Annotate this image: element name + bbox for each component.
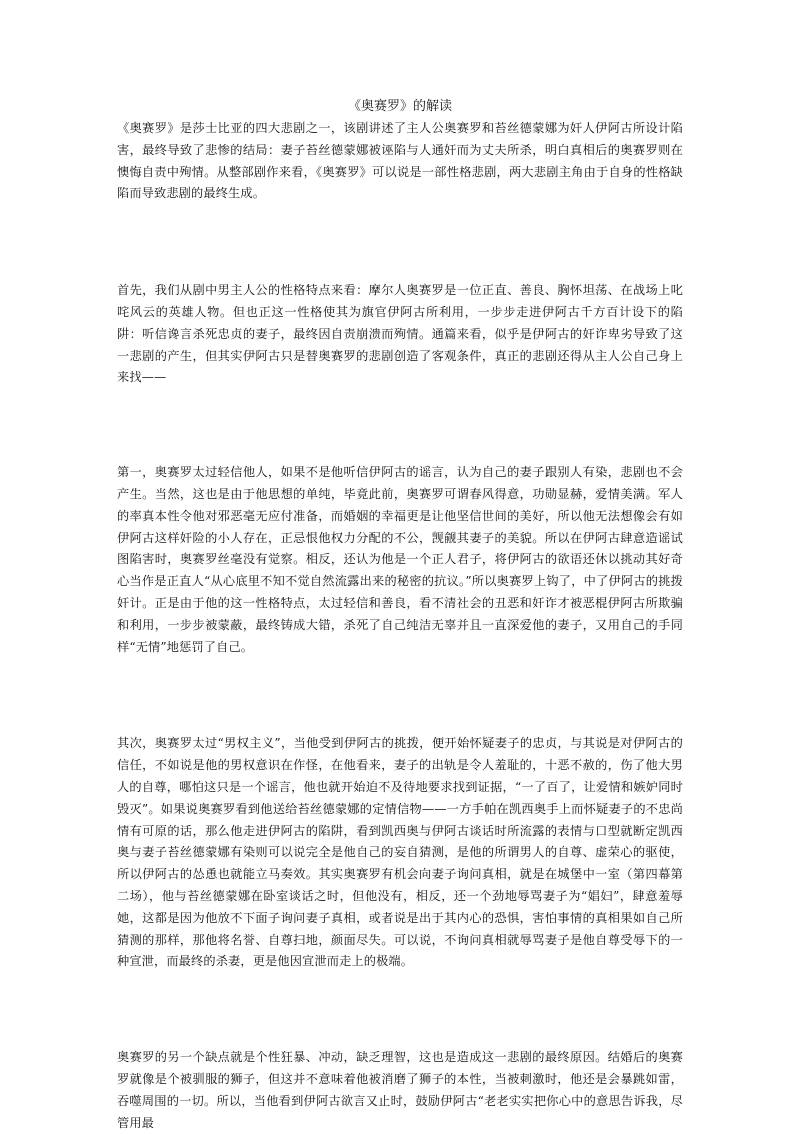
paragraph-third-flaw: 奥赛罗的另一个缺点就是个性狂暴、冲动，缺乏理智，这也是造成这一悲剧的最终原因。结婚后的奥赛罗就像是个被驯服的狮子，但这并不意味着他被消磨了狮子的本性，当被刺激时，他还是会暴跳如雷，吞噬周围的一切。所以，当他看到伊阿古欲言又止时，鼓励伊阿古“老老实实把你心中的意思告诉我，尽管用最 [117,1050,683,1130]
paragraph-spacer [117,658,683,733]
paragraph-first-flaw: 第一，奥赛罗太过轻信他人，如果不是他听信伊阿古的谣言，认为自己的妻子跟别人有染，悲剧也不会产生。当然，这也是由于他思想的单纯，毕竟此前，奥赛罗可谓春风得意，功勋显赫，爱情美满。军人的率真本性令他对邪恶毫无应付准备，而婚姻的幸福更是让他坚信世间的美好，所以他无法想像会有如伊阿古这样奸险的小人存在，正忌恨他权力分配的不公，觊觎其妻子的美貌。所以在伊阿古肆意造谣试图陷害时，奥赛罗丝毫没有觉察。相反，还认为他是一个正人君子，将伊阿古的欲语还休以挑动其好奇心当作是正直人“从心底里不知不觉自然流露出来的秘密的抗议。”所以奥赛罗上钩了，中了伊阿古的挑拨奸计。正是由于他的这一性格特点，太过轻信和善良，看不清社会的丑恶和奸诈才被恶棍伊阿古所欺骗和利用，一步步被蒙蔽，最终铸成大错，杀死了自己纯洁无辜并且一直深爱他的妻子，又用自己的手同样“无情”地惩罚了自己。 [117,465,683,654]
paragraph-second-flaw: 其次，奥赛罗太过“男权主义”，当他受到伊阿古的挑拨，便开始怀疑妻子的忠贞，与其说是对伊阿古的信任，不如说是他的男权意识在作怪，在他看来，妻子的出轨是令人羞耻的，十恶不赦的，伤了他大男人的自尊，哪怕这只是一个谣言，他也就开始迫不及待地要求找到证据，“一了百了，让爱情和嫉妒同时毁灭”。如果说奥赛罗看到他送给苔丝德蒙娜的定情信物——一方手帕在凯西奥手上而怀疑妻子的不忠尚情有可原的话，那么他走进伊阿古的陷阱，看到凯西奥与伊阿古谈话时所流露的表情与口型就断定凯西奥与妻子苔丝德蒙娜有染则可以说完全是他自己的妄自猜测，是他的所谓男人的自尊、虚荣心的驱使，所以伊阿古的怂恿也就能立马奏效。其实奥赛罗有机会向妻子询问真相，就是在城堡中一室（第四幕第二场），他与苔丝德蒙娜在卧室谈话之时，但他没有，相反，还一个劲地辱骂妻子为“娼妇”，肆意羞辱她，这都是因为他放不下面子询问妻子真相，或者说是出于其内心的恐惧，害怕事情的真相果如自己所猜测的那样，那他将名誉、自尊扫地，颜面尽失。可以说，不询问真相就辱骂妻子是他自尊受辱下的一种宣泄，而最终的杀妻，更是他因宣泄而走上的极端。 [117,736,683,969]
paragraph-spacer [117,389,683,462]
document-title: 《奥赛罗》的解读 [347,99,452,114]
document-page [117,96,683,1134]
paragraph-spacer [117,205,683,280]
paragraph-spacer [117,973,683,1047]
paragraph-intro: 《奥赛罗》是莎士比亚的四大悲剧之一，该剧讲述了主人公奥赛罗和苔丝德蒙娜为奸人伊阿古所设计陷害，最终导致了悲惨的结局：妻子苔丝德蒙娜被诬陷与人通奸而为丈夫所杀，明白真相后的奥赛罗则在懊悔自责中殉情。从整部剧作来看，《奥赛罗》可以说是一部性格悲剧，两大悲剧主角由于自身的性格缺陷而导致悲剧的最终生成。 [117,121,683,201]
paragraph-character-analysis: 首先，我们从剧中男主人公的性格特点来看：摩尔人奥赛罗是一位正直、善良、胸怀坦荡、在战场上叱咤风云的英雄人物。但也正这一性格使其为旗官伊阿古所利用，一步步走进伊阿古千方百计设下的陷阱：听信谗言杀死忠贞的妻子，最终因自责崩溃而殉情。通篇来看，似乎是伊阿古的奸诈卑劣导致了这一悲剧的产生，但其实伊阿古只是替奥赛罗的悲剧创造了客观条件，真正的悲剧还得从主人公自己身上来找—— [117,283,683,385]
